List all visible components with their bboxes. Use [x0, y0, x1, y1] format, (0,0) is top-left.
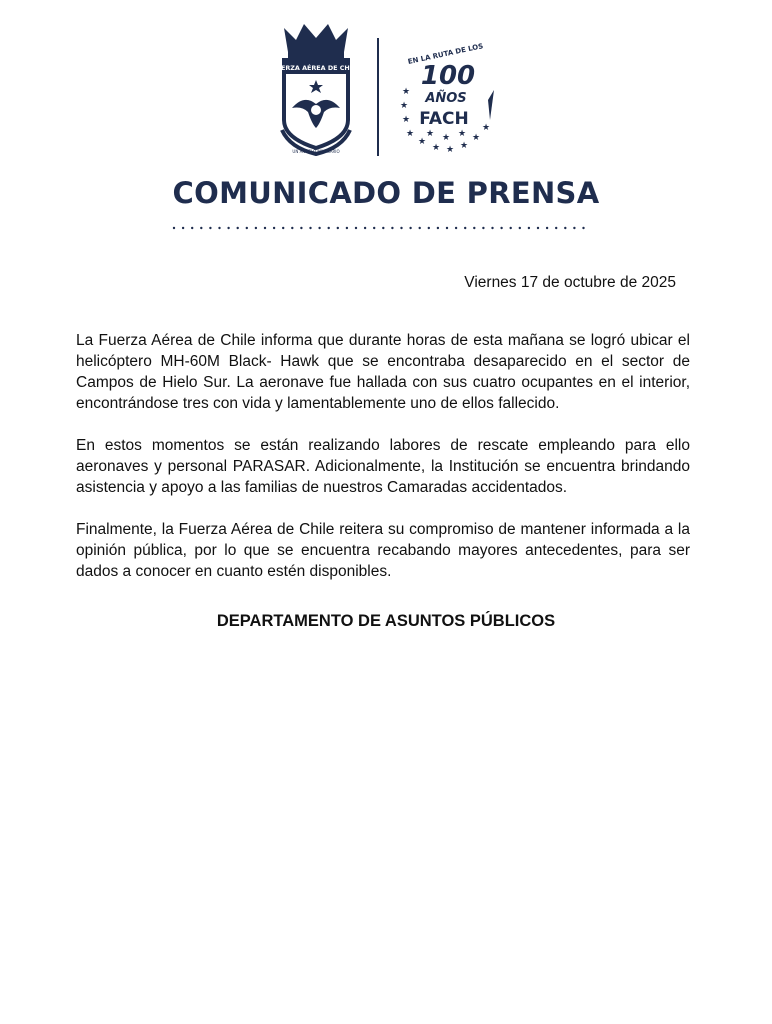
svg-text:★: ★ — [400, 101, 409, 111]
svg-text:★: ★ — [432, 143, 441, 153]
svg-text:★: ★ — [402, 87, 411, 97]
svg-text:★: ★ — [406, 129, 415, 139]
svg-text:★: ★ — [418, 137, 427, 147]
svg-text:FACH: FACH — [419, 109, 469, 129]
header-divider — [377, 38, 379, 156]
signature-department: DEPARTAMENTO DE ASUNTOS PÚBLICOS — [216, 612, 556, 630]
paragraph-3: Finalmente, la Fuerza Aérea de Chile reitera su compromiso de mantener informada a la opinión pública, por lo que se encuentra recabando mayores antecedentes, para ser dados a conocer en cuanto estén disponibles. — [76, 521, 690, 580]
svg-text:★: ★ — [460, 141, 469, 151]
svg-text:★: ★ — [472, 133, 481, 143]
page-title: COMUNICADO DE PRENSA — [172, 176, 600, 210]
svg-text:★: ★ — [446, 145, 455, 155]
svg-text:UN ANHELO MILENARIO: UN ANHELO MILENARIO — [292, 149, 340, 154]
svg-text:★: ★ — [442, 133, 451, 143]
document-header — [0, 18, 772, 158]
100-anos-badge-logo — [398, 32, 498, 162]
paragraph-2: En estos momentos se están realizando labores de rescate empleando para ello aeronaves y personal PARASAR. Adicionalmente, la Institución se encuentra brindando asistencia y apoyo a las familias de nuestros Camaradas accidentados. — [76, 437, 690, 496]
fach-crest-logo — [271, 22, 361, 156]
svg-text:100: 100 — [420, 61, 476, 91]
svg-text:FUERZA AÉREA DE CHILE: FUERZA AÉREA DE CHILE — [271, 64, 361, 72]
svg-text:★: ★ — [426, 129, 435, 139]
document-date: Viernes 17 de octubre de 2025 — [464, 274, 676, 291]
svg-text:AÑOS: AÑOS — [425, 91, 467, 106]
svg-text:★: ★ — [458, 129, 467, 139]
svg-text:EN LA RUTA DE LOS: EN LA RUTA DE LOS — [407, 42, 484, 66]
document-body — [76, 330, 690, 603]
svg-text:★: ★ — [482, 123, 491, 133]
paragraph-1: La Fuerza Aérea de Chile informa que durante horas de esta mañana se logró ubicar el helicóptero MH-60M Black- Hawk que se encontraba desaparecido en el sector de Campos de Hielo Sur. La aeronave fue hallada con sus cuatro ocupantes en el interior, encontrándose tres con vida y lamentablemente uno de ellos fallecido. — [76, 332, 690, 412]
dotted-separator — [172, 224, 586, 232]
svg-text:★: ★ — [402, 115, 411, 125]
